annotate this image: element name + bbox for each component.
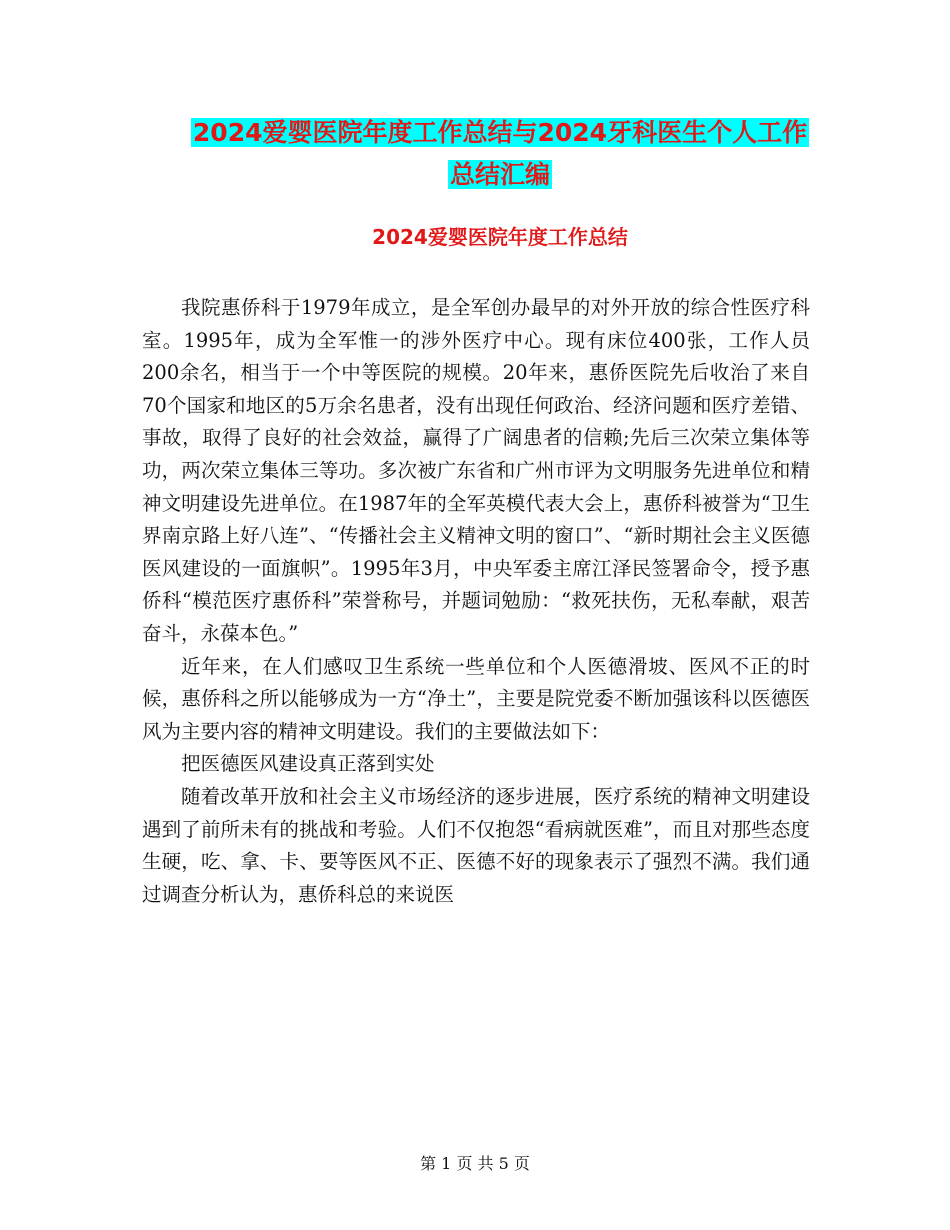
paragraph: 近年来，在人们感叹卫生系统一些单位和个人医德滑坡、医风不正的时候，惠侨科之所以能够成为一方“净土”，主要是院党委不断加强该科以医德医风为主要内容的精神文明建设。我们的主要做法如下： xyxy=(142,654,810,743)
paragraph-heading: 把医德医风建设真正落到实处 xyxy=(181,752,435,776)
paragraph: 我院惠侨科于1979年成立，是全军创办最早的对外开放的综合性医疗科室。1995年，成为全军惟一的涉外医疗中心。现有床位400张，工作人员200余名，相当于一个中等医院的规模。20年来，惠侨医院先后收治了来自70个国家和地区的5万余名患者，没有出现任何政治、经济问题和医疗差错、事故，取得了良好的社会效益，赢得了广阔患者的信赖;先后三次荣立集体等功，两次荣立集体三等功。多次被广东省和广州市评为文明服务先进单位和精神文明建设先进单位。在1987年的全军英模代表大会上，惠侨科被誉为“卫生界南京路上好八连”、“传播社会主义精神文明的窗口”、“新时期社会主义医德医风建设的一面旗帜”。1995年3月，中央军委主席江泽民签署命令，授予惠侨科“模范医疗惠侨科”荣誉称号，并题词勉励：“救死扶伤，无私奉献，艰苦奋斗，永葆本色。” xyxy=(142,296,810,645)
section-title: 2024爱婴医院年度工作总结 xyxy=(372,225,628,249)
paragraph: 随着改革开放和社会主义市场经济的逐步进展，医疗系统的精神文明建设遇到了前所未有的挑战和考验。人们不仅抱怨“看病就医难”，而且对那些态度生硬，吃、拿、卡、要等医风不正、医德不好的现象表示了强烈不满。我们通过调查分析认为，惠侨科总的来说医 xyxy=(142,784,810,906)
page-number: 第 1 页 共 5 页 xyxy=(420,1154,530,1173)
document-body xyxy=(142,292,810,911)
title-line-1: 2024爱婴医院年度工作总结与2024牙科医生个人工作 xyxy=(192,118,808,147)
document-title xyxy=(140,112,860,196)
title-line-2: 总结汇编 xyxy=(449,160,550,189)
